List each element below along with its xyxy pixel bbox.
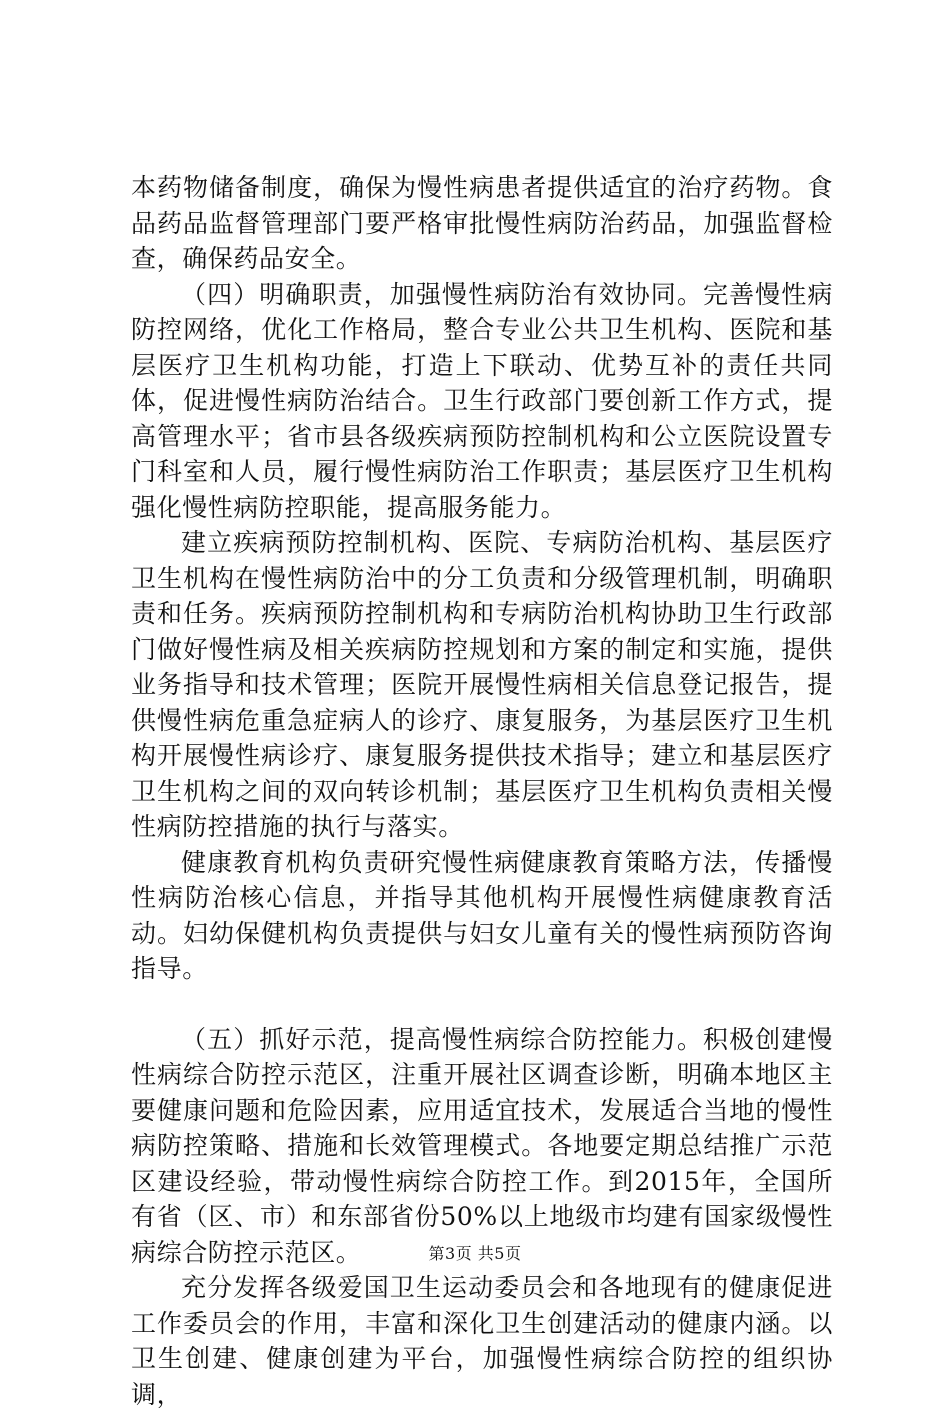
page-footer: 第3页 共5页: [428, 1244, 522, 1263]
paragraph-continued: 本药物储备制度，确保为慢性病患者提供适宜的治疗药物。食品药品监督管理部门要严格审批慢性病防治药品，加强监督检查，确保药品安全。: [131, 173, 833, 273]
paragraph-spacer: [131, 987, 833, 1022]
document-body: [131, 170, 833, 1412]
paragraph-section-4: （四）明确职责，加强慢性病防治有效协同。完善慢性病防控网络，优化工作格局，整合专业公共卫生机构、医院和基层医疗卫生机构功能，打造上下联动、优势互补的责任共同体，促进慢性病防治结合。卫生行政部门要创新工作方式，提高管理水平；省市县各级疾病预防控制机构和公立医院设置专门科室和人员，履行慢性病防治工作职责；基层医疗卫生机构强化慢性病防控职能，提高服务能力。: [131, 279, 833, 522]
paragraph-health-education: 健康教育机构负责研究慢性病健康教育策略方法，传播慢性病防治核心信息，并指导其他机构开展慢性病健康教育活动。妇幼保健机构负责提供与妇女儿童有关的慢性病预防咨询指导。: [131, 847, 833, 983]
paragraph-division-of-duties: 建立疾病预防控制机构、医院、专病防治机构、基层医疗卫生机构在慢性病防治中的分工负责和分级管理机制，明确职责和任务。疾病预防控制机构和专病防治机构协助卫生行政部门做好慢性病及相关疾病防控规划和方案的制定和实施，提供业务指导和技术管理；医院开展慢性病相关信息登记报告，提供慢性病危重急症病人的诊疗、康复服务，为基层医疗卫生机构开展慢性病诊疗、康复服务提供技术指导；建立和基层医疗卫生机构之间的双向转诊机制；基层医疗卫生机构负责相关慢性病防控措施的执行与落实。: [131, 528, 833, 841]
paragraph-section-5: （五）抓好示范，提高慢性病综合防控能力。积极创建慢性病综合防控示范区，注重开展社区调查诊断，明确本地区主要健康问题和危险因素，应用适宜技术，发展适合当地的慢性病防控策略、措施和长效管理模式。各地要定期总结推广示范区建设经验，带动慢性病综合防控工作。到2015年，全国所有省（区、市）和东部省份50%以上地级市均建有国家级慢性病综合防控示范区。: [131, 1024, 833, 1267]
paragraph-patriotic-health: 充分发挥各级爱国卫生运动委员会和各地现有的健康促进工作委员会的作用，丰富和深化卫生创建活动的健康内涵。以卫生创建、健康创建为平台，加强慢性病综合防控的组织协调，: [131, 1273, 833, 1409]
